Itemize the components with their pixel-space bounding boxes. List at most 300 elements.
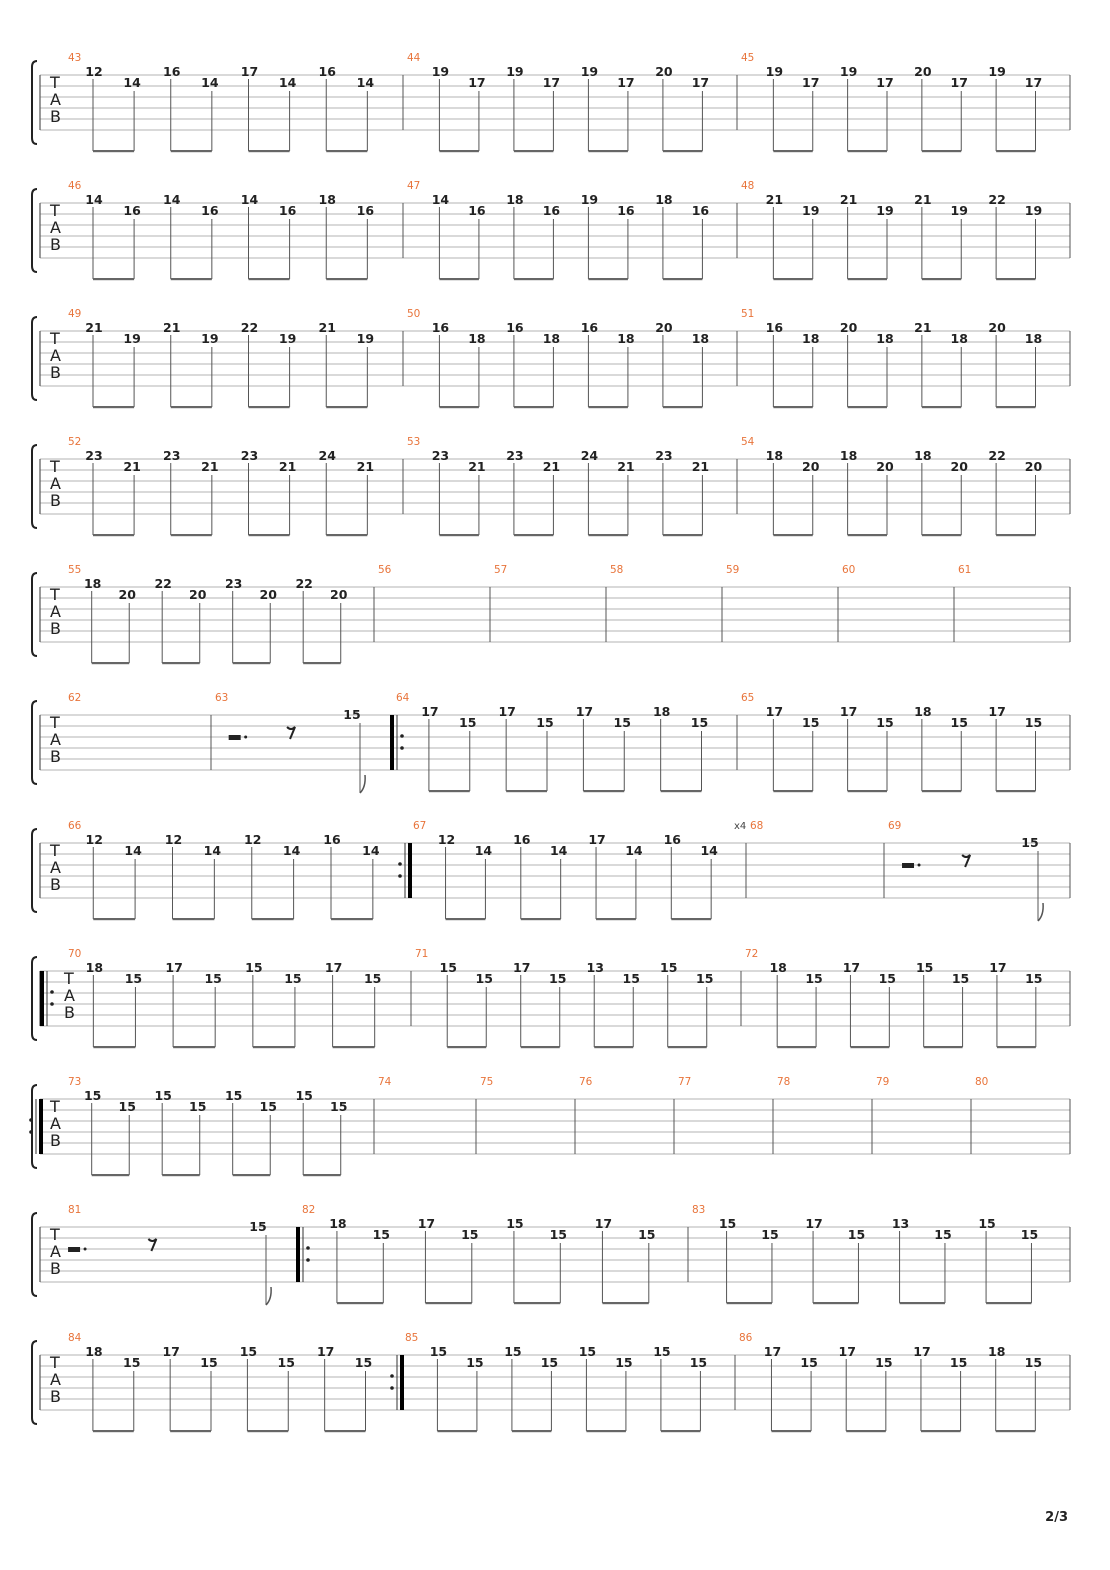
- note-beam: [996, 278, 1035, 280]
- fret-number: 20: [950, 459, 968, 474]
- fret-number: 15: [549, 971, 567, 986]
- note-beam: [661, 1430, 701, 1432]
- note-beam: [922, 534, 961, 536]
- fret-number: 23: [431, 448, 450, 463]
- note-beam: [848, 278, 887, 280]
- measure-number: 51: [741, 308, 755, 320]
- tab-clef-letter: A: [64, 986, 75, 1005]
- fret-number: 20: [988, 320, 1006, 335]
- fret-number: 17: [765, 704, 784, 719]
- fret-number: 21: [318, 320, 336, 335]
- fret-number: 17: [468, 75, 486, 90]
- fret-number: 15: [690, 715, 709, 730]
- fret-number: 15: [876, 715, 894, 730]
- fret-number: 15: [951, 971, 970, 986]
- fret-number: 15: [118, 1099, 136, 1114]
- measure-number: 82: [302, 1204, 316, 1216]
- repeat-dot: [50, 1002, 54, 1006]
- note-beam: [171, 534, 212, 536]
- note-beam: [514, 278, 554, 280]
- measure-number: 48: [741, 180, 755, 192]
- system-bracket: [32, 1213, 37, 1296]
- note-beam: [594, 1046, 633, 1048]
- note-beam: [521, 918, 561, 920]
- measure-number: 61: [958, 564, 972, 576]
- fret-number: 17: [950, 75, 968, 90]
- system-bracket: [32, 445, 37, 528]
- fret-number: 17: [588, 832, 606, 847]
- staff-system: [32, 948, 1070, 1048]
- fret-number: 16: [356, 203, 375, 218]
- note-beam: [922, 278, 961, 280]
- fret-number: 22: [988, 448, 1006, 463]
- fret-number: 18: [769, 960, 787, 975]
- measure-number: 44: [407, 52, 421, 64]
- rest-dot: [244, 736, 247, 739]
- note-beam: [922, 406, 961, 408]
- fret-number: 16: [663, 832, 681, 847]
- fret-number: 21: [356, 459, 375, 474]
- fret-number: 16: [765, 320, 784, 335]
- fret-number: 17: [839, 704, 858, 719]
- fret-number: 13: [586, 960, 604, 975]
- fret-number: 16: [580, 320, 599, 335]
- fret-number: 15: [475, 971, 493, 986]
- note-beam: [425, 1302, 471, 1304]
- fret-number: 21: [617, 459, 635, 474]
- note-beam: [512, 1430, 552, 1432]
- note-beam: [325, 1430, 366, 1432]
- fret-number: 15: [154, 1088, 172, 1103]
- fret-number: 16: [691, 203, 710, 218]
- fret-number: 14: [700, 843, 718, 858]
- tab-clef-letter: T: [50, 1097, 60, 1116]
- fret-number: 21: [914, 320, 932, 335]
- fret-number: 18: [85, 1344, 103, 1359]
- note-beam: [93, 918, 135, 920]
- fret-number: 18: [691, 331, 710, 346]
- measure-number: 75: [480, 1076, 494, 1088]
- fret-number: 15: [295, 1088, 313, 1103]
- note-beam: [997, 1046, 1036, 1048]
- staff-system: [32, 820, 1070, 921]
- fret-number: 20: [118, 587, 136, 602]
- measure-number: 54: [741, 436, 755, 448]
- tab-clef-letter: A: [50, 1370, 61, 1389]
- fret-number: 19: [506, 64, 524, 79]
- fret-number: 17: [763, 1344, 782, 1359]
- fret-number: 19: [580, 64, 599, 79]
- fret-number: 15: [504, 1344, 522, 1359]
- note-beam: [326, 534, 367, 536]
- tab-clef-letter: B: [50, 1387, 61, 1406]
- note-beam: [661, 790, 702, 792]
- repeat-dot: [29, 1118, 33, 1122]
- repeat-dot: [29, 1130, 33, 1134]
- fret-number: 19: [356, 331, 375, 346]
- staff-system: [32, 1204, 1070, 1305]
- fret-number: 17: [165, 960, 183, 975]
- page-number: 2/3: [1045, 1510, 1068, 1525]
- repeat-dot: [50, 990, 54, 994]
- fret-number: 15: [578, 1344, 597, 1359]
- fret-number: 18: [1024, 331, 1043, 346]
- note-beam: [514, 1302, 560, 1304]
- measure-number: 45: [741, 52, 755, 64]
- note-beam: [848, 790, 887, 792]
- fret-number: 15: [847, 1227, 866, 1242]
- fret-number: 19: [950, 203, 968, 218]
- fret-number: 16: [468, 203, 486, 218]
- repeat-dot: [390, 1386, 394, 1390]
- repeat-start-thick-bar: [40, 971, 44, 1026]
- note-beam: [813, 1302, 858, 1304]
- note-flag: [1038, 903, 1043, 921]
- fret-number: 17: [575, 704, 594, 719]
- staff-system: [32, 564, 1070, 664]
- fret-number: 15: [249, 1219, 267, 1234]
- repeat-dot: [400, 734, 404, 738]
- system-bracket: [32, 61, 37, 144]
- note-beam: [924, 1046, 963, 1048]
- fret-number: 12: [85, 832, 103, 847]
- measure-number: 64: [396, 692, 410, 704]
- fret-number: 21: [163, 320, 181, 335]
- fret-number: 15: [372, 1227, 390, 1242]
- note-beam: [252, 918, 294, 920]
- fret-number: 15: [83, 1088, 102, 1103]
- note-beam: [162, 662, 200, 664]
- fret-number: 16: [318, 64, 336, 79]
- fret-number: 14: [362, 843, 380, 858]
- fret-number: 19: [278, 331, 297, 346]
- fret-number: 16: [431, 320, 450, 335]
- fret-number: 23: [655, 448, 673, 463]
- tab-clef-letter: B: [64, 1003, 75, 1022]
- fret-number: 15: [622, 971, 640, 986]
- fret-number: 20: [1024, 459, 1043, 474]
- note-beam: [439, 406, 479, 408]
- tab-clef-letter: T: [50, 585, 60, 604]
- fret-number: 14: [163, 192, 181, 207]
- fret-number: 15: [805, 971, 823, 986]
- rest-dot: [84, 1248, 87, 1251]
- tab-clef-letter: T: [50, 1353, 60, 1372]
- fret-number: 18: [506, 192, 524, 207]
- fret-number: 14: [85, 192, 103, 207]
- tab-clef-letter: T: [50, 1225, 60, 1244]
- note-beam: [922, 150, 961, 152]
- note-beam: [727, 1302, 772, 1304]
- fret-number: 15: [934, 1227, 952, 1242]
- measure-number: 59: [726, 564, 740, 576]
- fret-number: 17: [421, 704, 439, 719]
- fret-number: 21: [123, 459, 141, 474]
- fret-number: 17: [417, 1216, 436, 1231]
- fret-number: 22: [988, 192, 1006, 207]
- fret-number: 17: [913, 1344, 931, 1359]
- fret-number: 15: [429, 1344, 448, 1359]
- fret-number: 17: [513, 960, 531, 975]
- fret-number: 16: [163, 64, 181, 79]
- repeat-count-label: x4: [734, 821, 747, 832]
- fret-number: 17: [802, 75, 820, 90]
- note-beam: [326, 278, 367, 280]
- measure-number: 86: [739, 1332, 753, 1344]
- fret-number: 23: [85, 448, 103, 463]
- note-beam: [586, 1430, 626, 1432]
- measure-number: 56: [378, 564, 392, 576]
- fret-number: 15: [204, 971, 222, 986]
- fret-number: 19: [123, 331, 141, 346]
- fret-number: 19: [876, 203, 894, 218]
- fret-number: 17: [617, 75, 635, 90]
- note-beam: [668, 1046, 707, 1048]
- repeat-end-thick-bar: [400, 1355, 404, 1410]
- fret-number: 14: [203, 843, 222, 858]
- staff-system: [32, 692, 1070, 793]
- fret-number: 18: [617, 331, 635, 346]
- fret-number: 15: [660, 960, 678, 975]
- fret-number: 13: [891, 1216, 910, 1231]
- measure-number: 68: [750, 820, 764, 832]
- tab-clef-letter: B: [50, 747, 61, 766]
- fret-number: 18: [318, 192, 336, 207]
- measure-number: 66: [68, 820, 82, 832]
- fret-number: 15: [950, 715, 968, 730]
- fret-number: 16: [513, 832, 531, 847]
- fret-number: 16: [506, 320, 524, 335]
- measure-number: 70: [68, 948, 82, 960]
- note-beam: [663, 150, 703, 152]
- fret-number: 15: [978, 1216, 996, 1231]
- measure-number: 47: [407, 180, 421, 192]
- note-beam: [602, 1302, 648, 1304]
- measure-number: 67: [413, 820, 427, 832]
- tab-clef-letter: A: [50, 90, 61, 109]
- note-beam: [439, 534, 479, 536]
- fret-number: 15: [638, 1227, 656, 1242]
- tab-clef-letter: A: [50, 1114, 61, 1133]
- fret-number: 18: [652, 704, 671, 719]
- fret-number: 20: [189, 587, 207, 602]
- fret-number: 16: [123, 203, 141, 218]
- note-beam: [253, 1046, 295, 1048]
- system-bracket: [32, 189, 37, 272]
- fret-number: 15: [124, 971, 143, 986]
- fret-number: 12: [85, 64, 103, 79]
- measure-number: 63: [215, 692, 229, 704]
- staff-system: [32, 1332, 1070, 1432]
- note-beam: [93, 1046, 135, 1048]
- fret-number: 14: [549, 843, 568, 858]
- system-bracket: [32, 829, 37, 912]
- repeat-start-thick-bar: [390, 715, 394, 770]
- fret-number: 18: [765, 448, 784, 463]
- fret-number: 14: [625, 843, 643, 858]
- note-flag: [360, 775, 365, 793]
- note-beam: [233, 1174, 271, 1176]
- fret-number: 15: [363, 971, 382, 986]
- fret-number: 17: [316, 1344, 335, 1359]
- repeat-end-thick-bar: [39, 1099, 43, 1154]
- fret-number: 16: [323, 832, 341, 847]
- tab-clef-letter: B: [50, 875, 61, 894]
- tab-clef-letter: A: [50, 858, 61, 877]
- note-beam: [248, 406, 289, 408]
- repeat-dot: [398, 874, 402, 878]
- fret-number: 15: [615, 1355, 633, 1370]
- measure-number: 62: [68, 692, 82, 704]
- fret-number: 15: [800, 1355, 818, 1370]
- tab-clef-letter: T: [50, 457, 60, 476]
- fret-number: 21: [765, 192, 784, 207]
- fret-number: 20: [330, 587, 348, 602]
- note-beam: [171, 406, 212, 408]
- fret-number: 15: [459, 715, 477, 730]
- repeat-start-thick-bar: [296, 1227, 300, 1282]
- tab-clef-letter: T: [50, 73, 60, 92]
- note-beam: [247, 1430, 288, 1432]
- repeat-end-thick-bar: [408, 843, 412, 898]
- note-beam: [588, 534, 628, 536]
- fret-number: 17: [838, 1344, 856, 1359]
- fret-number: 19: [802, 203, 820, 218]
- tab-clef-letter: B: [50, 107, 61, 126]
- note-beam: [439, 150, 479, 152]
- note-beam: [93, 406, 134, 408]
- note-beam: [996, 790, 1035, 792]
- note-beam: [233, 662, 271, 664]
- fret-number: 17: [498, 704, 516, 719]
- note-beam: [171, 278, 212, 280]
- fret-number: 18: [988, 1344, 1006, 1359]
- tab-clef-letter: B: [50, 619, 61, 638]
- half-rest: [68, 1247, 80, 1252]
- note-beam: [521, 1046, 560, 1048]
- note-beam: [588, 278, 628, 280]
- note-beam: [93, 278, 134, 280]
- note-beam: [248, 534, 289, 536]
- note-beam: [429, 790, 470, 792]
- fret-number: 21: [201, 459, 219, 474]
- fret-number: 15: [259, 1099, 277, 1114]
- measure-number: 50: [407, 308, 421, 320]
- fret-number: 15: [239, 1344, 258, 1359]
- fret-number: 22: [154, 576, 172, 591]
- note-beam: [996, 406, 1035, 408]
- fret-number: 17: [324, 960, 343, 975]
- fret-number: 12: [244, 832, 262, 847]
- note-beam: [848, 534, 887, 536]
- fret-number: 17: [988, 704, 1006, 719]
- tab-clef-letter: B: [50, 235, 61, 254]
- note-beam: [848, 406, 887, 408]
- fret-number: 21: [691, 459, 710, 474]
- note-beam: [514, 150, 554, 152]
- note-beam: [437, 1430, 477, 1432]
- measure-number: 55: [68, 564, 82, 576]
- note-beam: [663, 278, 703, 280]
- repeat-dot: [400, 746, 404, 750]
- fret-number: 21: [542, 459, 561, 474]
- note-beam: [996, 1430, 1036, 1432]
- note-beam: [326, 150, 367, 152]
- note-beam: [777, 1046, 816, 1048]
- tab-clef-letter: A: [50, 1242, 61, 1261]
- fret-number: 20: [802, 459, 820, 474]
- note-beam: [446, 918, 486, 920]
- system-bracket: [32, 701, 37, 784]
- fret-number: 14: [201, 75, 219, 90]
- tab-clef-letter: A: [50, 218, 61, 237]
- repeat-dot: [306, 1246, 310, 1250]
- tab-clef-letter: B: [50, 1131, 61, 1150]
- repeat-dot: [390, 1374, 394, 1378]
- note-beam: [588, 150, 628, 152]
- fret-number: 18: [468, 331, 486, 346]
- fret-number: 15: [802, 715, 820, 730]
- note-beam: [583, 790, 624, 792]
- measure-number: 83: [692, 1204, 706, 1216]
- note-beam: [93, 150, 134, 152]
- fret-number: 19: [1024, 203, 1043, 218]
- note-beam: [337, 1302, 383, 1304]
- measure-number: 69: [888, 820, 902, 832]
- fret-number: 18: [542, 331, 561, 346]
- fret-number: 20: [876, 459, 894, 474]
- fret-number: 15: [536, 715, 554, 730]
- note-beam: [771, 1430, 811, 1432]
- fret-number: 20: [655, 64, 673, 79]
- note-flag: [266, 1287, 271, 1305]
- fret-number: 14: [282, 843, 301, 858]
- tab-clef-letter: T: [64, 969, 74, 988]
- fret-number: 18: [914, 448, 932, 463]
- measure-number: 57: [494, 564, 508, 576]
- half-rest: [229, 735, 241, 740]
- note-beam: [773, 790, 812, 792]
- fret-number: 16: [542, 203, 561, 218]
- note-beam: [900, 1302, 945, 1304]
- fret-number: 18: [914, 704, 932, 719]
- fret-number: 16: [617, 203, 635, 218]
- fret-number: 15: [330, 1099, 348, 1114]
- fret-number: 14: [474, 843, 493, 858]
- staff-system: [29, 1076, 1070, 1176]
- measure-number: 49: [68, 308, 82, 320]
- system-bracket: [32, 957, 37, 1040]
- fret-number: 17: [594, 1216, 613, 1231]
- measure-number: 81: [68, 1204, 82, 1216]
- fret-number: 15: [1021, 835, 1039, 850]
- fret-number: 15: [549, 1227, 567, 1242]
- system-bracket: [32, 573, 37, 656]
- fret-number: 14: [356, 75, 375, 90]
- fret-number: 15: [277, 1355, 295, 1370]
- fret-number: 17: [691, 75, 710, 90]
- fret-number: 23: [240, 448, 259, 463]
- system-bracket: [32, 317, 37, 400]
- note-beam: [331, 918, 373, 920]
- fret-number: 15: [200, 1355, 218, 1370]
- note-beam: [326, 406, 367, 408]
- system-bracket: [32, 1341, 37, 1424]
- tab-clef-letter: T: [50, 201, 60, 220]
- fret-number: 21: [85, 320, 103, 335]
- fret-number: 20: [839, 320, 858, 335]
- note-beam: [986, 1302, 1031, 1304]
